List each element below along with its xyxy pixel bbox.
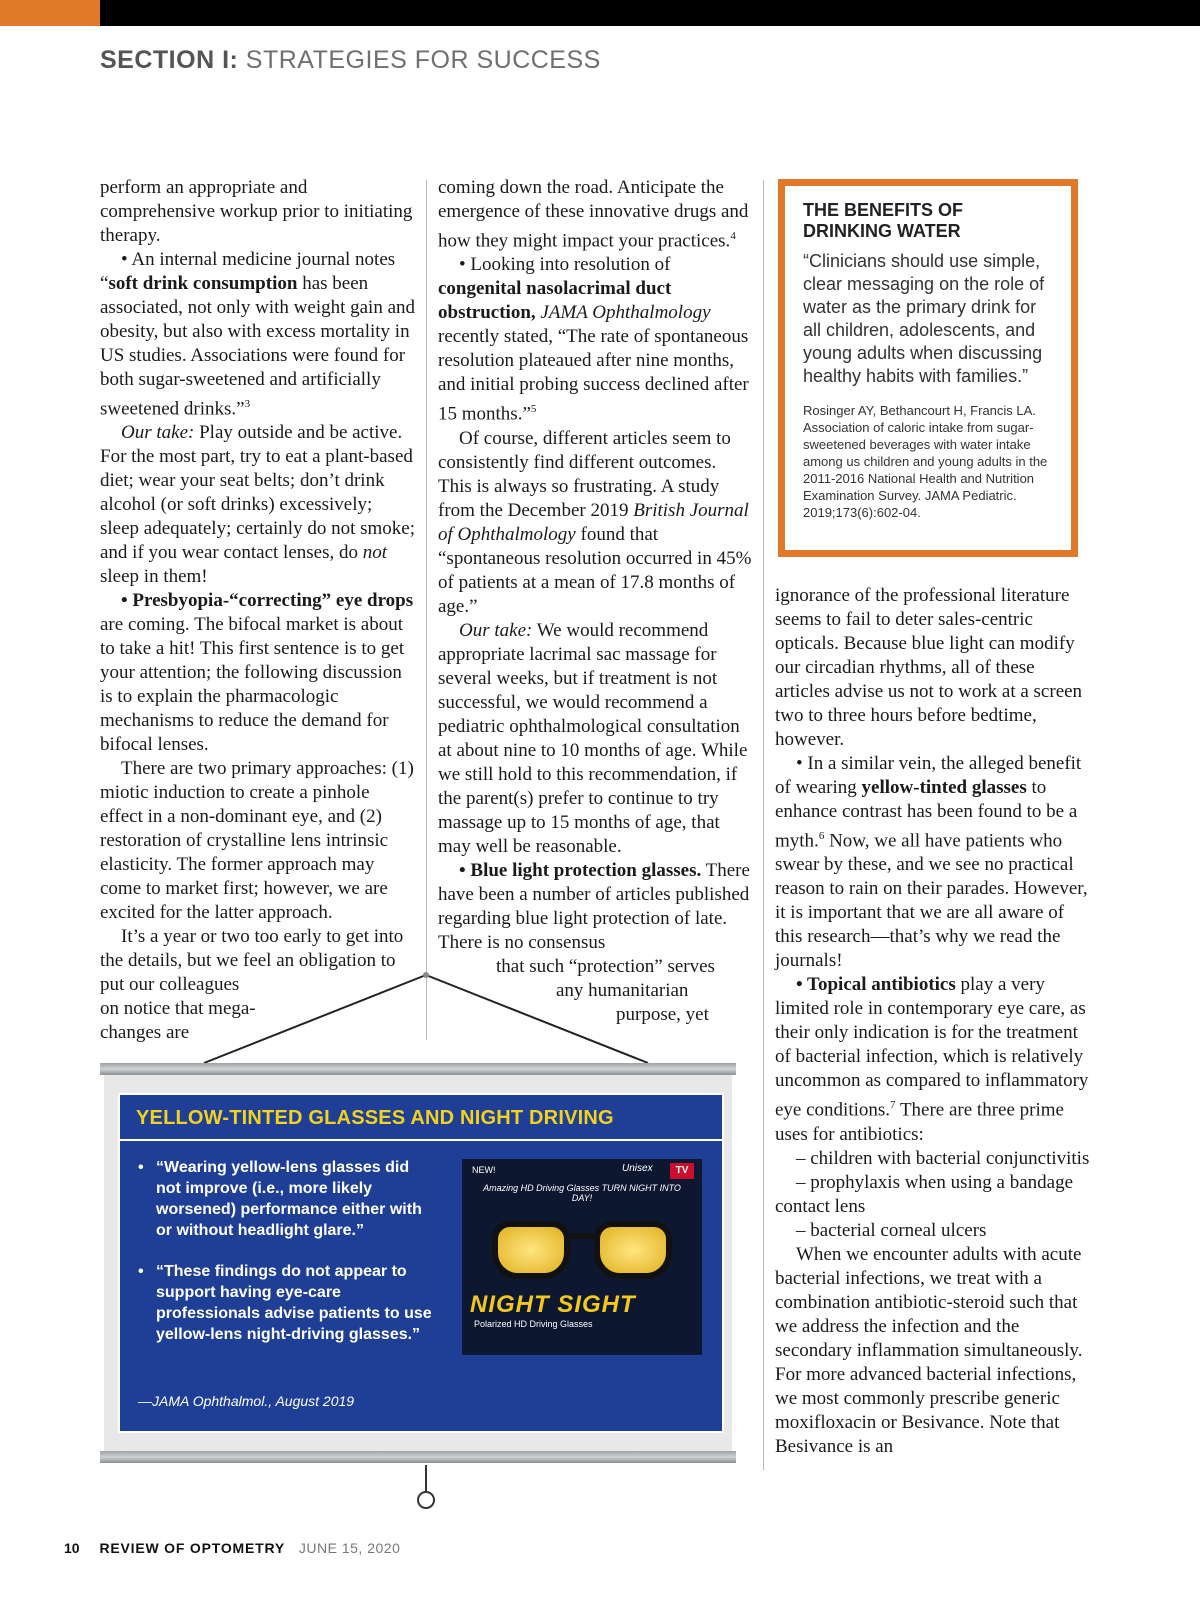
col3-para-4: When we encounter adults with acute bacterial infections, we treat with a combination antibiotic-steroid such that we address the infection and the secondary inflammation simultaneously. For more advanced bacterial infections, we most commonly prescribe generic moxifloxacin or Besivance. Note that Besivance is an bbox=[775, 1243, 1083, 1457]
panel-citation: —JAMA Ophthalmol., August 2019 bbox=[138, 1393, 355, 1409]
night-sight-product-image bbox=[462, 1159, 702, 1355]
wire-left bbox=[204, 975, 426, 1063]
panel-title: YELLOW-TINTED GLASSES AND NIGHT DRIVING bbox=[136, 1107, 614, 1129]
wire-hook bbox=[423, 972, 429, 978]
right-lens bbox=[594, 1221, 672, 1279]
sidebar-citation: Rosinger AY, Bethancourt H, Francis LA. Association of caloric intake from sugar-sweetened beverages with water intake among us children and young adults in the 2011-2016 National Health and Nutrition Examination Survey. JAMA Pediatric. 2019;173(6):602-04. bbox=[803, 403, 1048, 520]
issue-date: JUNE 15, 2020 bbox=[298, 1540, 401, 1556]
projection-screen bbox=[100, 1063, 736, 1463]
col1-para-2: • An internal medicine journal notes “soft drink consumption has been associated, not only with weight gain and obesity, but also with excess mortality in US studies. Associations were found for both sugar-sweetened and artificially sweetened drinks.”$^3$ bbox=[100, 249, 416, 420]
screen-surface bbox=[104, 1075, 732, 1451]
yellow-glasses-icon bbox=[492, 1221, 672, 1283]
left-lens bbox=[492, 1221, 570, 1279]
col3-para-2: • In a similar vein, the alleged benefit of wearing yellow-tinted glasses to enhance contrast has been found to be a myth.$^6$ Now, we all have patients who swear by these, and we see no practical reason to rain on their parades. However, it is important that we are all aware of this research—that’s why we read the journals! bbox=[775, 753, 1088, 972]
col2-para-3: Of course, different articles seem to consistently find different outcomes. This is always so frustrating. A study from the December 2019 British Journal of Ophthalmology found that “spontaneous resolution occurred in 45% of patients at a mean of 17.8 months of age.” bbox=[438, 427, 752, 617]
col2-tail-3: purpose, yet bbox=[616, 1003, 709, 1025]
screen-bottom-roller bbox=[100, 1451, 736, 1463]
col2-para-5: • Blue light protection glasses. There have been a number of articles published regarding blue light protection of late. There is no consensus bbox=[438, 859, 750, 953]
as-seen-on-tv-badge: TV bbox=[670, 1163, 694, 1179]
product-brand: NIGHT SIGHT bbox=[470, 1291, 636, 1318]
col2-para-4: Our take: We would recommend appropriate lacrimal sac massage for several weeks, but if treatment is not successful, we would recommend a pediatric ophthalmological consultation at about nine to 10 months of age. While we still hold to this recommendation, if the parent(s) prefer to continue to try massage up to 15 months of age, that may well be reasonable. bbox=[438, 619, 748, 857]
col2-tail-1: that such “protection” serves bbox=[496, 955, 715, 977]
col1-para-1: perform an appropriate and comprehensive workup prior to initiating therapy. bbox=[100, 177, 413, 246]
magazine-name: REVIEW OF OPTOMETRY bbox=[99, 1540, 286, 1556]
section-header-title: STRATEGIES FOR SUCCESS bbox=[238, 46, 601, 74]
col3-list-item-1: – children with bacterial conjunctivitis bbox=[796, 1147, 1090, 1169]
panel-bullet-2: • “These findings do not appear to support having eye-care professionals advise patients to use yellow-lens night-driving glasses.” bbox=[138, 1261, 438, 1345]
col3-list-item-3: – bacterial corneal ulcers bbox=[796, 1219, 987, 1241]
col2-tail-2: any humanitarian bbox=[556, 979, 689, 1001]
col3-para-1: ignorance of the professional literature seems to fail to deter sales-centric opticals. Because blue light can modify our circadian rhythms, all of these articles advise us not to work at a screen two to three hours before bedtime, however. bbox=[775, 585, 1083, 750]
page-number: 10 bbox=[64, 1540, 80, 1556]
wire-right bbox=[426, 975, 648, 1063]
sidebar-title: THE BENEFITS OF DRINKING WATER bbox=[803, 200, 964, 241]
screen-top-roller bbox=[100, 1063, 736, 1075]
col1-para-5: There are two primary approaches: (1) miotic induction to create a pinhole effect in a non-dominant eye, and (2) restoration of crystalline lens intrinsic elasticity. The former approach may come to market first; however, we are excited for the latter approach. bbox=[100, 758, 414, 924]
section-header-bold: SECTION I: bbox=[100, 46, 239, 74]
col3-para-3: • Topical antibiotics play a very limited role in contemporary eye care, as their only indication is for the treatment of bacterial infection, which is relatively uncommon as compared to inflammatory eye conditions.$^7$ There are three prime uses for antibiotics: bbox=[775, 974, 1089, 1145]
sidebar-quote: “Clinicians should use simple, clear messaging on the role of water as the primary drink for all children, adolescents, and young adults when discussing healthy habits with families.” bbox=[803, 251, 1045, 386]
col3-list-item-2: – prophylaxis when using a bandage contact lens bbox=[775, 1171, 1074, 1217]
pull-ring bbox=[418, 1492, 434, 1508]
glasses-bridge bbox=[570, 1233, 594, 1239]
col1-tail-2: changes are bbox=[100, 1022, 190, 1044]
product-unisex-label: Unisex bbox=[622, 1163, 653, 1174]
product-subtitle: Polarized HD Driving Glasses bbox=[474, 1319, 593, 1329]
col1-para-3: Our take: Play outside and be active. For the most part, try to eat a plant-based diet; wear your seat belts; don’t drink alcohol (or soft drinks) excessively; sleep adequately; certainly do not smoke; and if you wear contact lenses, do not sleep in them! bbox=[100, 422, 415, 588]
yellow-glasses-panel bbox=[118, 1093, 724, 1433]
panel-bullets bbox=[138, 1157, 438, 1365]
product-tagline: Amazing HD Driving Glasses TURN NIGHT INTO DAY! bbox=[483, 1183, 681, 1203]
panel-bullet-1: • “Wearing yellow-lens glasses did not improve (i.e., more likely worsened) performance either with or without headlight glare.” bbox=[138, 1157, 438, 1241]
col1-para-4: • Presbyopia-“correcting” eye drops are coming. The bifocal market is about to take a hit! This first sentence is to get your attention; the following discussion is to explain the pharmacologic mechanisms to reduce the demand for bifocal lenses. bbox=[100, 590, 414, 756]
product-new-label: NEW! bbox=[472, 1165, 496, 1175]
col2-para-2: • Looking into resolution of congenital nasolacrimal duct obstruction, JAMA Ophthalmology recently stated, “The rate of spontaneous resolution plateaued after nine months, and initial probing success declined after 15 months.”$^5$ bbox=[438, 254, 749, 425]
col1-para-6: It’s a year or two too early to get into the details, but we feel an obligation to put our colleagues bbox=[100, 926, 404, 996]
page-footer bbox=[64, 1540, 400, 1556]
panel-divider bbox=[120, 1139, 722, 1141]
col1-tail-1: on notice that mega- bbox=[100, 998, 256, 1020]
col2-para-1: coming down the road. Anticipate the emergence of these innovative drugs and how they might impact your practices.$^4$ bbox=[438, 177, 749, 252]
